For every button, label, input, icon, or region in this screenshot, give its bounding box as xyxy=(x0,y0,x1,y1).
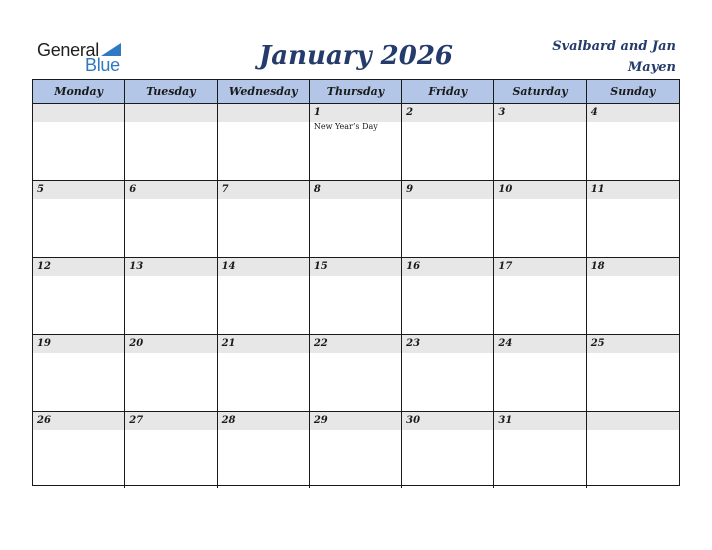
day-number: 25 xyxy=(587,335,679,353)
day-cell xyxy=(587,104,679,180)
day-number: 6 xyxy=(125,181,216,199)
day-cell xyxy=(310,412,402,488)
weekday-header: Friday xyxy=(402,80,494,103)
day-number: 18 xyxy=(587,258,679,276)
region-line-1: Svalbard and Jan xyxy=(552,39,676,54)
day-number: 10 xyxy=(494,181,585,199)
week-row xyxy=(33,181,679,258)
day-cell xyxy=(33,104,125,180)
weekday-header: Thursday xyxy=(310,80,402,103)
day-cell xyxy=(402,104,494,180)
day-cell xyxy=(33,412,125,488)
day-number xyxy=(218,104,309,122)
region-name xyxy=(526,36,676,78)
day-cell xyxy=(218,412,310,488)
day-cell xyxy=(33,181,125,257)
day-cell xyxy=(494,181,586,257)
logo-text-general: General xyxy=(37,40,99,60)
day-cell xyxy=(587,258,679,334)
day-cell xyxy=(125,335,217,411)
day-number: 11 xyxy=(587,181,679,199)
holiday-label: New Year’s Day xyxy=(313,122,378,131)
day-number: 30 xyxy=(402,412,493,430)
day-cell xyxy=(218,335,310,411)
logo-text-blue: Blue xyxy=(85,55,120,75)
day-cell xyxy=(310,181,402,257)
day-number: 3 xyxy=(494,104,585,122)
week-row xyxy=(33,104,679,181)
day-cell xyxy=(33,335,125,411)
day-number: 1 xyxy=(310,104,401,122)
page-title: January 2026 xyxy=(258,41,454,71)
day-number: 27 xyxy=(125,412,216,430)
day-cell xyxy=(494,412,586,488)
day-cell xyxy=(310,335,402,411)
day-cell xyxy=(125,258,217,334)
weekday-header: Monday xyxy=(33,80,125,103)
calendar-grid xyxy=(32,79,680,486)
day-number: 19 xyxy=(33,335,124,353)
day-cell xyxy=(587,335,679,411)
day-number: 5 xyxy=(33,181,124,199)
day-cell xyxy=(587,412,679,488)
weekday-header-row xyxy=(33,80,679,104)
day-number: 31 xyxy=(494,412,585,430)
day-cell xyxy=(494,258,586,334)
region-line-2: Mayen xyxy=(627,60,676,75)
brand-logo xyxy=(37,40,127,74)
day-cell xyxy=(218,181,310,257)
day-cell xyxy=(125,412,217,488)
weekday-header: Wednesday xyxy=(218,80,310,103)
day-number: 4 xyxy=(587,104,679,122)
day-cell xyxy=(125,181,217,257)
day-number: 8 xyxy=(310,181,401,199)
day-number: 7 xyxy=(218,181,309,199)
week-row xyxy=(33,412,679,488)
day-cell xyxy=(33,258,125,334)
day-cell xyxy=(402,335,494,411)
day-number: 21 xyxy=(218,335,309,353)
day-number xyxy=(125,104,216,122)
weekday-header: Tuesday xyxy=(125,80,217,103)
day-number: 20 xyxy=(125,335,216,353)
week-row xyxy=(33,335,679,412)
day-number: 2 xyxy=(402,104,493,122)
day-number: 13 xyxy=(125,258,216,276)
day-number: 22 xyxy=(310,335,401,353)
day-cell xyxy=(218,104,310,180)
day-cell xyxy=(310,104,402,180)
weekday-header: Saturday xyxy=(494,80,586,103)
day-number: 9 xyxy=(402,181,493,199)
day-number: 26 xyxy=(33,412,124,430)
day-number: 17 xyxy=(494,258,585,276)
day-cell xyxy=(402,412,494,488)
day-cell xyxy=(218,258,310,334)
day-number: 15 xyxy=(310,258,401,276)
day-cell xyxy=(310,258,402,334)
day-cell xyxy=(402,181,494,257)
day-number: 28 xyxy=(218,412,309,430)
day-number: 29 xyxy=(310,412,401,430)
day-cell xyxy=(587,181,679,257)
day-number xyxy=(33,104,124,122)
day-number: 24 xyxy=(494,335,585,353)
day-cell xyxy=(125,104,217,180)
weekday-header: Sunday xyxy=(610,85,656,98)
day-number xyxy=(587,412,679,430)
day-number: 12 xyxy=(33,258,124,276)
week-row xyxy=(33,258,679,335)
day-cell xyxy=(402,258,494,334)
day-number: 14 xyxy=(218,258,309,276)
day-number: 23 xyxy=(402,335,493,353)
day-cell xyxy=(494,104,586,180)
day-cell xyxy=(494,335,586,411)
day-number: 16 xyxy=(402,258,493,276)
weeks-container xyxy=(33,104,679,488)
